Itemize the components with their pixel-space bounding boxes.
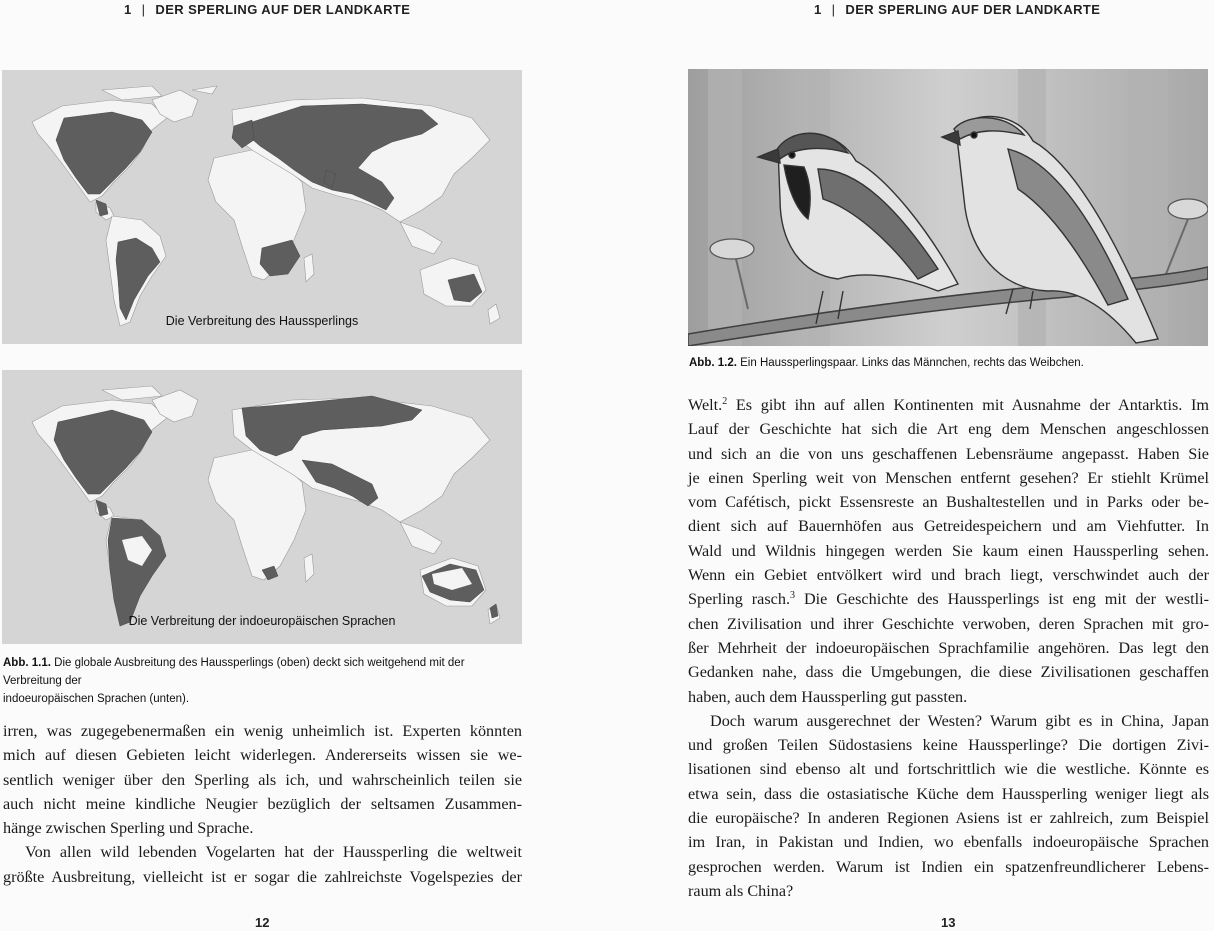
body-line: größte Ausbreitung, vielleicht ist er sogar die zahlreichste Vogelspezies der xyxy=(3,867,522,886)
left-body-text xyxy=(3,719,522,889)
figure-1-1-caption xyxy=(3,654,523,708)
body-line: haben, auch dem Haussperling gut passten. xyxy=(688,687,968,706)
caption-label: Abb. 1.1. xyxy=(3,657,51,669)
body-line xyxy=(688,587,1209,611)
body-line: dient sich auf Bauernhöfen aus Getreidespeichern und am Viehfutter. In xyxy=(688,517,1209,536)
body-line: mich auf diesen Gebieten leicht widerlegen. Andererseits wissen sie we- xyxy=(3,746,522,765)
footnote-marker: 2 xyxy=(722,396,728,407)
body-line: hänge zwischen Sperling und Sprache. xyxy=(3,819,254,838)
body-line: gesprochen werden. Warum ist Indien ein spatzenfreundlicherer Lebens- xyxy=(688,857,1209,876)
right-running-header: 1 | DER SPERLING AUF DER LANDKARTE xyxy=(814,2,1101,17)
caption-text-line2: indoeuropäischen Sprachen (unten). xyxy=(3,693,190,705)
body-text: Es gibt ihn auf allen Kontinenten mit Ausnahme der Antarktis. Im xyxy=(727,396,1209,414)
caption-text: Ein Haussperlingspaar. Links das Männchen, rechts das Weibchen. xyxy=(736,357,1084,369)
body-line: Doch warum ausgerechnet der Westen? Warum gibt es in China, Japan xyxy=(710,711,1209,730)
footnote-marker: 3 xyxy=(790,590,795,602)
map-bottom-label: Die Verbreitung der indoeuropäischen Sprachen xyxy=(128,614,396,628)
map-indo-european-languages xyxy=(2,370,522,644)
body-line: je einen Sperling weit von Menschen entfernt gesehen? Er stiehlt Krümel xyxy=(688,468,1209,487)
body-line: und sich an die von uns geschaffenen Lebensräume angepasst. Haben Sie xyxy=(688,444,1209,463)
body-line: vom Cafétisch, pickt Essensreste an Bushaltestellen und in Parks oder be- xyxy=(688,493,1209,512)
body-line xyxy=(688,393,1209,417)
body-line: die europäische? In anderen Regionen Asiens ist er zahlreich, zum Beispiel xyxy=(688,809,1209,828)
sparrow-pair-illustration xyxy=(688,69,1208,346)
body-line: auch nicht meine kindliche Neugier bezüglich der seltsamen Zusammen- xyxy=(3,794,522,813)
body-line: im Iran, in Pakistan und Indien, wo ebenfalls indoeuropäische Sprachen xyxy=(688,833,1209,852)
left-chapter-title: DER SPERLING AUF DER LANDKARTE xyxy=(155,2,411,17)
body-line: ßer Mehrheit der indoeuropäischen Sprachfamilie angehören. Das legt den xyxy=(688,638,1209,657)
right-chapter-title: DER SPERLING AUF DER LANDKARTE xyxy=(845,2,1101,17)
body-line: Wenn ein Gebiet entvölkert wird und brach liegt, verschwindet auch der xyxy=(688,566,1209,585)
map-top-label: Die Verbreitung des Haussperlings xyxy=(165,314,359,328)
body-line: Gedanken nahe, dass die Umgebungen, die diese Zivilisationen geschaffen xyxy=(688,663,1209,682)
body-line: irren, was zugegebenermaßen ein wenig unheimlich ist. Experten könnten xyxy=(3,722,522,740)
caption-text-line1: Die globale Ausbreitung des Haussperlings (oben) deckt sich weitgehend mit der Verbreitung der xyxy=(3,657,465,687)
right-chapter-number: 1 xyxy=(814,2,822,17)
body-line: Von allen wild lebenden Vogelarten hat der Haussperling die weltweit xyxy=(25,843,522,862)
right-body-text xyxy=(688,393,1209,903)
body-text: Welt. xyxy=(688,396,723,414)
figure-1-2-caption xyxy=(689,354,1209,372)
body-line: sentlich weniger über den Sperling als ich, und wahrscheinlich teilen sie xyxy=(3,770,522,789)
caption-label: Abb. 1.2. xyxy=(689,357,737,369)
body-line: und großen Teilen Südostasiens keine Haussperlinge? Die dortigen Zivi- xyxy=(688,736,1209,755)
body-line: raum als China? xyxy=(688,881,794,900)
body-text: Sperling rasch. xyxy=(688,590,790,609)
body-line: chen Zivilisation und ihrer Geschichte verwoben, deren Sprachen mit gro- xyxy=(688,614,1209,633)
body-line: Lauf der Geschichte hat sich die Art eng dem Menschen angeschlossen xyxy=(688,420,1209,439)
left-page-number: 12 xyxy=(255,915,270,930)
body-line: etwa sein, dass die ostasiatische Küche dem Haussperling weniger liegt als xyxy=(688,784,1209,803)
body-text: Die Geschichte des Haussperlings ist eng mit der westli- xyxy=(795,590,1209,609)
body-line: Wald und Wildnis hingegen werden Sie kaum einen Haussperling sehen. xyxy=(688,541,1209,560)
right-page-number: 13 xyxy=(941,915,956,930)
left-chapter-number: 1 xyxy=(124,2,132,17)
left-running-header: 1 | DER SPERLING AUF DER LANDKARTE xyxy=(124,2,411,17)
map-house-sparrow-distribution xyxy=(2,70,522,344)
body-line: lisationen sind ebenso alt und fortschrittlich wie die westliche. Könnte es xyxy=(688,760,1209,779)
